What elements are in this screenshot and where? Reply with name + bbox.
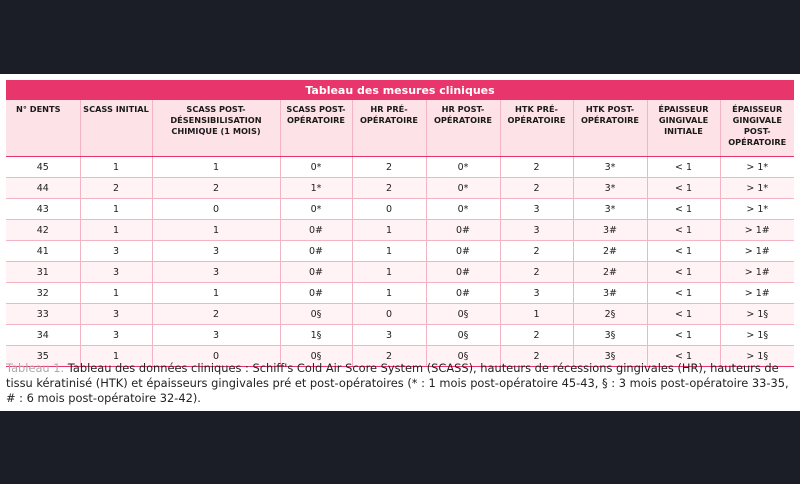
table-cell: 2 [500, 241, 573, 262]
table-cell: > 1§ [720, 304, 794, 325]
table-row [6, 325, 794, 346]
table-cell: 1 [152, 283, 280, 304]
table-cell: 3 [152, 325, 280, 346]
table-cell: 0§ [426, 304, 500, 325]
table-cell: 3 [152, 262, 280, 283]
table-cell: 3§ [573, 346, 647, 367]
caption-label: Tableau 1. [6, 361, 65, 375]
table-cell: 33 [6, 304, 80, 325]
table-cell: 0* [280, 157, 352, 178]
table-cell: 3 [80, 262, 152, 283]
table-cell: 0* [280, 199, 352, 220]
table-cell: > 1§ [720, 325, 794, 346]
table-cell: 3# [573, 220, 647, 241]
table-cell: 1 [152, 220, 280, 241]
table-cell: 1 [500, 304, 573, 325]
table-cell: 0# [280, 241, 352, 262]
table-cell: 2 [500, 262, 573, 283]
header-epaisseur-initiale: ÉPAISSEUR GINGIVALE INITIALE [647, 100, 720, 157]
table-cell: 3 [152, 241, 280, 262]
table-cell: 42 [6, 220, 80, 241]
table-row [6, 199, 794, 220]
table-row [6, 157, 794, 178]
table-cell: 2# [573, 262, 647, 283]
table-cell: 0 [152, 346, 280, 367]
header-scass-post-desensibilisation: SCASS POST-DÉSENSIBILISATION CHIMIQUE (1 MOIS) [152, 100, 280, 157]
table-cell: 0§ [280, 304, 352, 325]
table-cell: 0* [426, 199, 500, 220]
table-cell: > 1# [720, 283, 794, 304]
table-cell: 0# [426, 220, 500, 241]
table-cell: 43 [6, 199, 80, 220]
table-cell: 3 [352, 325, 426, 346]
table-cell: 1 [80, 283, 152, 304]
table-cell: < 1 [647, 157, 720, 178]
header-n-dents: N° DENTS [6, 100, 80, 157]
table-cell: 3 [500, 220, 573, 241]
table-cell: 0§ [426, 346, 500, 367]
header-htk-pre-operatoire: HTK PRÉ-OPÉRATOIRE [500, 100, 573, 157]
table-cell: 0# [280, 220, 352, 241]
table-cell: 2 [500, 157, 573, 178]
table-cell: 1 [352, 220, 426, 241]
header-hr-post-operatoire: HR POST-OPÉRATOIRE [426, 100, 500, 157]
table-cell: 1 [80, 346, 152, 367]
header-epaisseur-post-operatoire: ÉPAISSEUR GINGIVALE POST-OPÉRATOIRE [720, 100, 794, 157]
table-cell: 1 [80, 199, 152, 220]
table-cell: 1 [80, 157, 152, 178]
table-cell: > 1§ [720, 346, 794, 367]
table-cell: 0* [426, 178, 500, 199]
table-cell: > 1* [720, 157, 794, 178]
table-cell: 2 [152, 178, 280, 199]
table-cell: 3§ [573, 325, 647, 346]
table-cell: 0 [152, 199, 280, 220]
table-cell: > 1* [720, 178, 794, 199]
table-row [6, 178, 794, 199]
caption-text: Tableau des données cliniques : Schiff's Cold Air Score System (SCASS), hauteurs de récessions gingivales (HR), hauteurs de tissu kératinisé (HTK) et épaisseurs gingivales pré et post-opératoires (* : 1 mois post-opératoire 45-43, § : 3 mois post-opératoire 33-35, # : 6 mois post-opératoire 32-42). [6, 361, 789, 405]
table-cell: 0§ [280, 346, 352, 367]
table-cell: 3 [500, 283, 573, 304]
table-cell: < 1 [647, 325, 720, 346]
table-cell: 34 [6, 325, 80, 346]
table-cell: > 1# [720, 262, 794, 283]
table-cell: < 1 [647, 241, 720, 262]
table-cell: 1 [352, 283, 426, 304]
table-cell: < 1 [647, 178, 720, 199]
document-page [0, 74, 800, 411]
table-title: Tableau des mesures cliniques [6, 80, 794, 100]
table-cell: < 1 [647, 262, 720, 283]
table-cell: 3 [80, 325, 152, 346]
table-cell: > 1# [720, 220, 794, 241]
table-cell: 1 [352, 262, 426, 283]
table-cell: 2 [352, 346, 426, 367]
table-cell: 1 [152, 157, 280, 178]
table-cell: 0# [426, 262, 500, 283]
table-cell: 44 [6, 178, 80, 199]
table-cell: 3# [573, 283, 647, 304]
table-cell: 0* [426, 157, 500, 178]
table-cell: 2 [80, 178, 152, 199]
table-cell: 1 [352, 241, 426, 262]
table-row [6, 241, 794, 262]
table-cell: 0# [280, 262, 352, 283]
table-cell: 2# [573, 241, 647, 262]
table-cell: 2 [352, 178, 426, 199]
table-cell: < 1 [647, 304, 720, 325]
table-cell: 3* [573, 199, 647, 220]
table-cell: > 1* [720, 199, 794, 220]
table-header-row [6, 100, 794, 157]
table-row [6, 283, 794, 304]
table-cell: 1 [80, 220, 152, 241]
table-cell: 3 [80, 304, 152, 325]
table-cell: 35 [6, 346, 80, 367]
table-cell: 0# [426, 283, 500, 304]
table-cell: 0 [352, 304, 426, 325]
table-row [6, 220, 794, 241]
table-cell: < 1 [647, 283, 720, 304]
table-row [6, 262, 794, 283]
table-caption [6, 361, 794, 406]
table-cell: 2 [352, 157, 426, 178]
clinical-measures-table [6, 100, 794, 367]
table-cell: 0 [352, 199, 426, 220]
table-cell: < 1 [647, 220, 720, 241]
table-cell: 3 [80, 241, 152, 262]
header-scass-post-operatoire: SCASS POST-OPÉRATOIRE [280, 100, 352, 157]
table-cell: 31 [6, 262, 80, 283]
table-row [6, 304, 794, 325]
table-cell: 32 [6, 283, 80, 304]
table-cell: 0# [280, 283, 352, 304]
table-cell: 3 [500, 199, 573, 220]
table-cell: 2 [500, 325, 573, 346]
header-htk-post-operatoire: HTK POST-OPÉRATOIRE [573, 100, 647, 157]
table-cell: 2§ [573, 304, 647, 325]
header-scass-initial: SCASS INITIAL [80, 100, 152, 157]
table-cell: 2 [500, 178, 573, 199]
table-cell: < 1 [647, 199, 720, 220]
table-cell: 0# [426, 241, 500, 262]
table-cell: 1* [280, 178, 352, 199]
header-hr-pre-operatoire: HR PRÉ-OPÉRATOIRE [352, 100, 426, 157]
table-cell: 3* [573, 157, 647, 178]
table-cell: 0§ [426, 325, 500, 346]
table-cell: 3* [573, 178, 647, 199]
table-cell: 41 [6, 241, 80, 262]
table-cell: 1§ [280, 325, 352, 346]
table-cell: < 1 [647, 346, 720, 367]
table-cell: 2 [152, 304, 280, 325]
table-cell: > 1# [720, 241, 794, 262]
table-cell: 2 [500, 346, 573, 367]
table-cell: 45 [6, 157, 80, 178]
